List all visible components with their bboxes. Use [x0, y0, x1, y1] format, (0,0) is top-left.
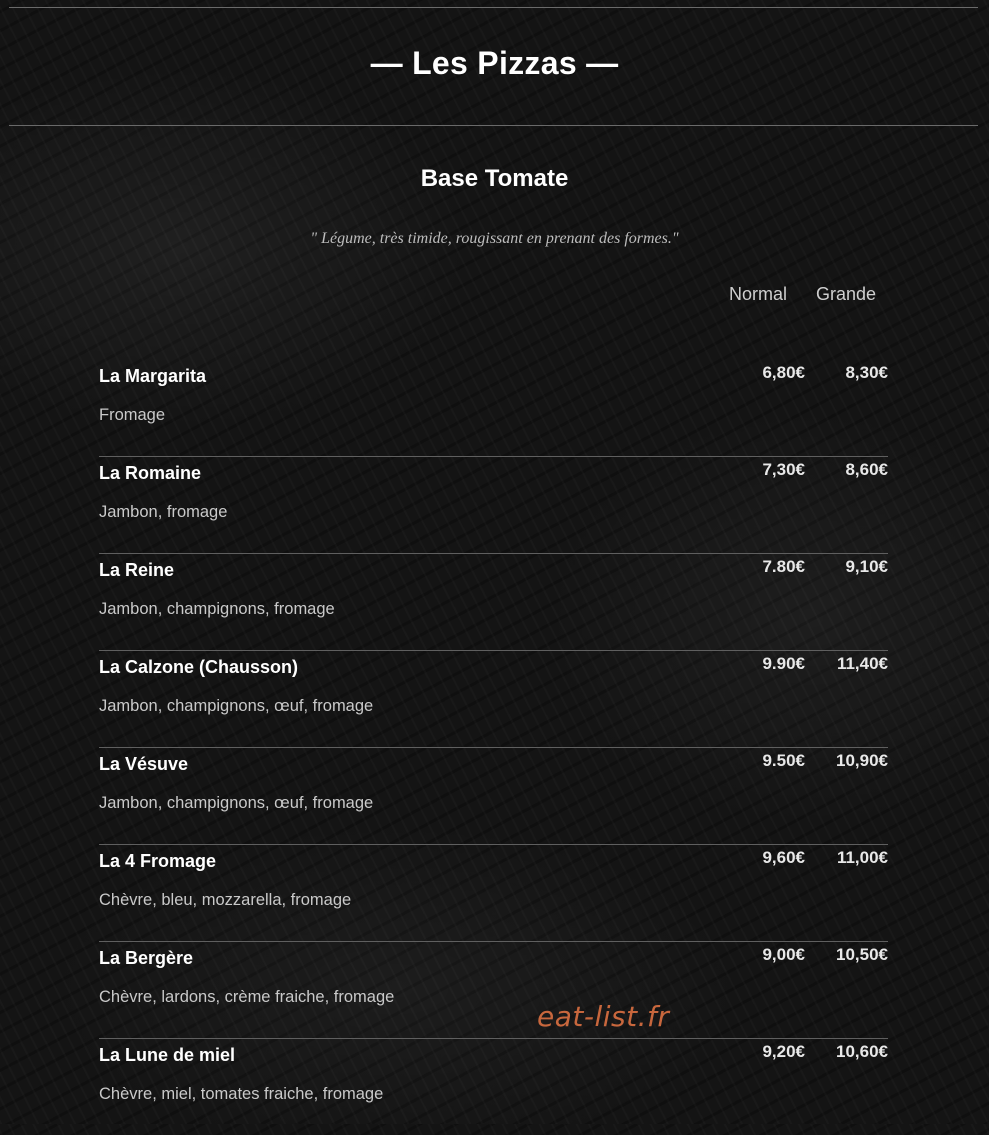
price-normal: 9.90€ — [762, 654, 805, 673]
item-name: La Romaine — [99, 463, 202, 483]
column-header-grande: Grande — [816, 284, 877, 304]
item-name: La Reine — [99, 560, 175, 580]
price-grande: 9,10€ — [845, 557, 888, 576]
item-name: La Vésuve — [99, 754, 189, 774]
item-description: Jambon, champignons, œuf, fromage — [99, 697, 374, 715]
item-description: Fromage — [99, 406, 166, 424]
menu-item — [99, 942, 888, 1039]
price-normal: 7,30€ — [762, 460, 805, 479]
item-description: Jambon, champignons, œuf, fromage — [99, 794, 374, 812]
price-normal: 7.80€ — [762, 557, 805, 576]
menu-item — [99, 1039, 888, 1135]
item-name: La Calzone (Chausson) — [99, 657, 299, 677]
price-normal: 9,60€ — [762, 848, 805, 867]
menu-list — [99, 360, 888, 1135]
menu-item — [99, 360, 888, 457]
item-name: La Bergère — [99, 948, 194, 968]
price-grande: 11,00€ — [836, 848, 888, 867]
menu-item — [99, 651, 888, 748]
item-description: Chèvre, miel, tomates fraiche, fromage — [99, 1085, 384, 1103]
watermark: eat-list.fr — [537, 1000, 670, 1033]
item-description: Jambon, champignons, fromage — [99, 600, 335, 618]
price-grande: 8,30€ — [845, 363, 888, 382]
price-normal: 9.50€ — [762, 751, 805, 770]
page-title: — Les Pizzas — — [370, 45, 619, 81]
item-description: Jambon, fromage — [99, 503, 228, 521]
price-grande: 10,60€ — [836, 1042, 888, 1061]
title-divider — [9, 125, 978, 126]
price-grande: 8,60€ — [845, 460, 888, 479]
column-header-normal: Normal — [729, 284, 788, 304]
price-grande: 10,90€ — [836, 751, 888, 770]
price-grande: 11,40€ — [836, 654, 888, 673]
menu-item — [99, 554, 888, 651]
item-description: Chèvre, lardons, crème fraiche, fromage — [99, 988, 395, 1006]
top-divider — [9, 7, 978, 8]
item-name: La 4 Fromage — [99, 851, 217, 871]
price-grande: 10,50€ — [836, 945, 888, 964]
item-description: Chèvre, bleu, mozzarella, fromage — [99, 891, 352, 909]
menu-item — [99, 748, 888, 845]
price-normal: 6,80€ — [762, 363, 805, 382]
item-name: La Lune de miel — [99, 1045, 236, 1065]
item-name: La Margarita — [99, 366, 207, 386]
price-normal: 9,00€ — [762, 945, 805, 964]
menu-item — [99, 845, 888, 942]
section-title: Base Tomate — [420, 165, 569, 192]
menu-item — [99, 457, 888, 554]
section-quote: " Légume, très timide, rougissant en prenant des formes." — [310, 230, 679, 247]
price-normal: 9,20€ — [762, 1042, 805, 1061]
